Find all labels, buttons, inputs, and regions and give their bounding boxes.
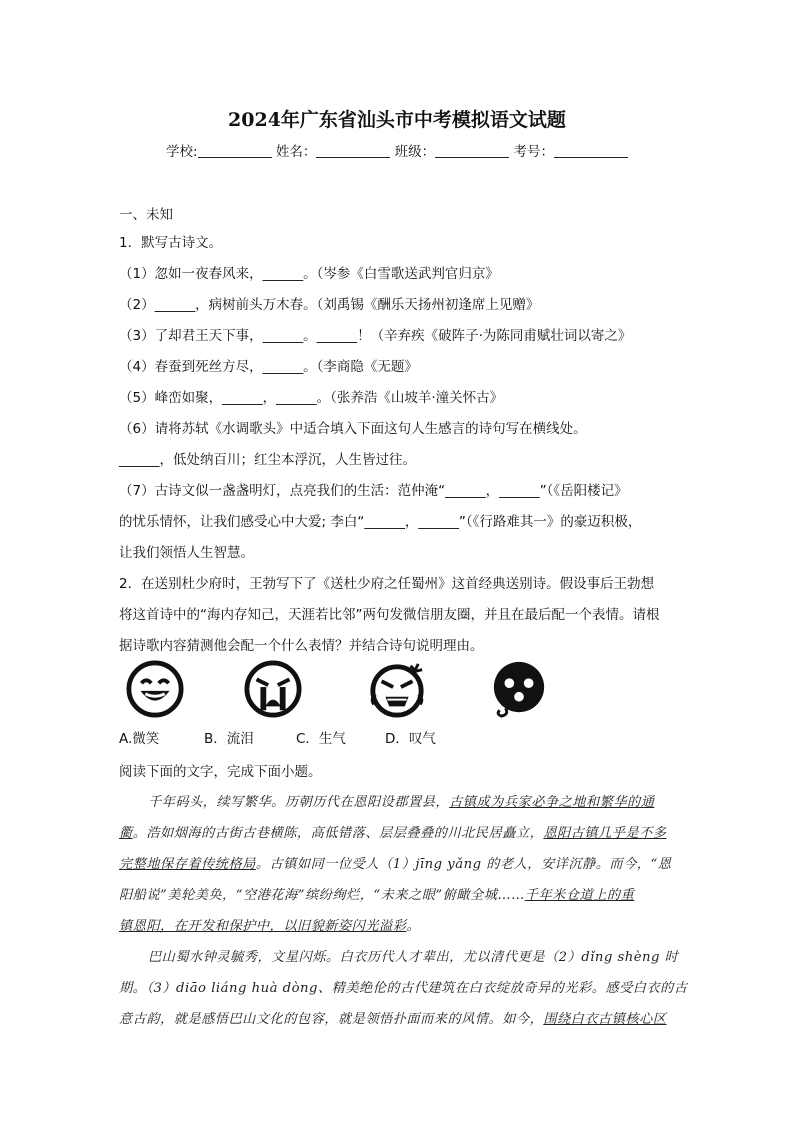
school-blank[interactable] — [198, 143, 272, 158]
crying-icon — [244, 660, 302, 718]
q1-item-5: （5）峰峦如聚，______，______。（张养浩《山坡羊·潼关怀古》 — [119, 390, 504, 406]
school-label: 学校: — [166, 144, 198, 160]
q1-item-7-line3: 让我们领悟人生智慧。 — [119, 545, 254, 561]
passage-p2-line1: 巴山蜀水钟灵毓秀，文星闪烁。白衣历代人才辈出，尤以清代更是（2）dǐng shèng 时 — [148, 950, 679, 965]
section-heading: 一、未知 — [119, 207, 173, 223]
q1-item-1: （1）忽如一夜春风来，______。（岑参《白雪歌送武判官归京》 — [119, 266, 499, 282]
question-1-stem: 1．默写古诗文。 — [119, 235, 223, 251]
passage-p2-line3: 意古韵，就是感悟巴山文化的包容，就是领悟扑面而来的风情。如今，围绕白衣古镇核心区 — [119, 1012, 667, 1027]
passage-p1-line2: 衢。浩如烟海的古街古巷横陈，高低错落、层层叠叠的川北民居矗立，恩阳古镇几乎是不多 — [119, 826, 667, 841]
q2-line-1: 2．在送别杜少府时，王勃写下了《送杜少府之任蜀州》这首经典送别诗。假设事后王勃想 — [119, 576, 655, 592]
passage-p1-line5: 镇恩阳，在开发和保护中，以旧貌新姿闪光溢彩。 — [119, 919, 421, 934]
option-b: B．流泪 — [204, 731, 254, 747]
reading-intro: 阅读下面的文字，完成下面小题。 — [119, 764, 322, 780]
q1-item-4: （4）春蚕到死丝方尽，______。（李商隐《无题》 — [119, 359, 418, 375]
class-blank[interactable] — [435, 143, 509, 158]
q1-item-7: （7）古诗文似一盏盏明灯，点亮我们的生活：范仲淹“______，______”（《岳阳楼记》 — [119, 483, 628, 499]
passage-p1-line3: 完整地保存着传统格局。古镇如同一位受人（1）jīng yǎng 的老人，安详沉静。而今，“恩 — [119, 857, 672, 872]
page-title: 2024年广东省汕头市中考模拟语文试题 — [228, 109, 566, 131]
option-c: C．生气 — [296, 731, 346, 747]
exam-no-label: 考号： — [513, 144, 554, 160]
q1-item-6: （6）请将苏轼《水调歌头》中适合填入下面这句人生感言的诗句写在横线处。 — [119, 421, 587, 437]
angry-icon — [368, 660, 426, 718]
option-d: D．叹气 — [385, 731, 436, 747]
sigh-icon — [490, 660, 548, 718]
q1-item-3: （3）了却君王天下事，______。______！（辛弃疾《破阵子·为陈同甫赋壮词以寄之》 — [119, 328, 632, 344]
smile-icon — [126, 660, 184, 718]
q1-item-7-line2: 的忧乐情怀，让我们感受心中大爱; 李白“______，______”（《行路难其一》的豪迈积极， — [119, 514, 642, 530]
q1-item-6-line: ______，低处纳百川；红尘本浮沉，人生皆过往。 — [119, 452, 416, 468]
name-label: 姓名： — [275, 144, 317, 160]
option-a: A.微笑 — [119, 731, 160, 747]
q2-line-3: 据诗歌内容猜测他会配一个什么表情？并结合诗句说明理由。 — [119, 638, 484, 654]
student-info-line — [0, 140, 794, 160]
name-blank[interactable] — [316, 143, 390, 158]
passage-p1-line1: 千年码头，续写繁华。历朝历代在恩阳设郡置县，古镇成为兵家必争之地和繁华的通 — [148, 795, 655, 810]
q2-line-2: 将这首诗中的“海内存知己，天涯若比邻”两句发微信朋友圈，并且在最后配一个表情。请根 — [119, 607, 660, 623]
class-label: 班级： — [394, 144, 436, 160]
exam-no-blank[interactable] — [554, 143, 628, 158]
passage-p1-line4: 阳船说”美轮美奂，“空港花海”缤纷绚烂，“未来之眼”俯瞰全城……千年米仓道上的重 — [119, 888, 635, 903]
q1-item-2: （2）______，病树前头万木春。（刘禹锡《酬乐天扬州初逢席上见赠》 — [119, 297, 540, 313]
passage-p2-line2: 期。（3）diāo liáng huà dòng、精美绝伦的古代建筑在白衣绽放奇异的光彩。感受白衣的古 — [119, 981, 688, 996]
